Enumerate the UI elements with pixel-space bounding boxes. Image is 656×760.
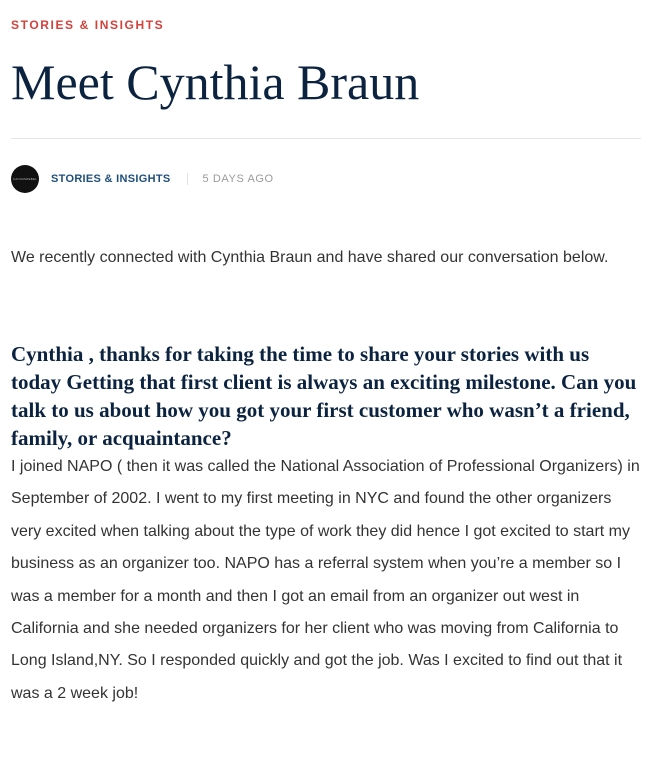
article-meta (11, 165, 274, 193)
avatar-logo-text: CANVASREBEL (12, 177, 38, 181)
interview-answer: I joined NAPO ( then it was called the National Association of Professional Organizers) in September of 2002. I went to my first meeting in NYC and found the other organizers very excited when talking about the type of work they did hence I got excited to start my business as an organizer too. NAPO has a referral system when you’re a member so I was a member for a month and then I got an email from an organizer out west in California and she needed organizers for her client who was moving from California to Long Island,NY. So I responded quickly and got the job. Was I excited to find out that it was a 2 week job! (11, 458, 640, 702)
interview-question: Cynthia , thanks for taking the time to share your stories with us today Getting that first client is always an exciting milestone. Can you talk to us about how you got your first customer who wasn’t a friend, family, or acquaintance? (11, 342, 637, 450)
intro-paragraph: We recently connected with Cynthia Braun and have shared our conversation below. (11, 249, 609, 266)
author-avatar[interactable] (11, 165, 39, 193)
title-divider (11, 138, 641, 139)
article-title: Meet Cynthia Braun (11, 54, 420, 110)
meta-separator (187, 173, 188, 185)
publish-date: 5 DAYS AGO (202, 173, 274, 185)
author-link[interactable]: STORIES & INSIGHTS (51, 173, 171, 185)
category-link[interactable]: STORIES & INSIGHTS (11, 18, 165, 32)
